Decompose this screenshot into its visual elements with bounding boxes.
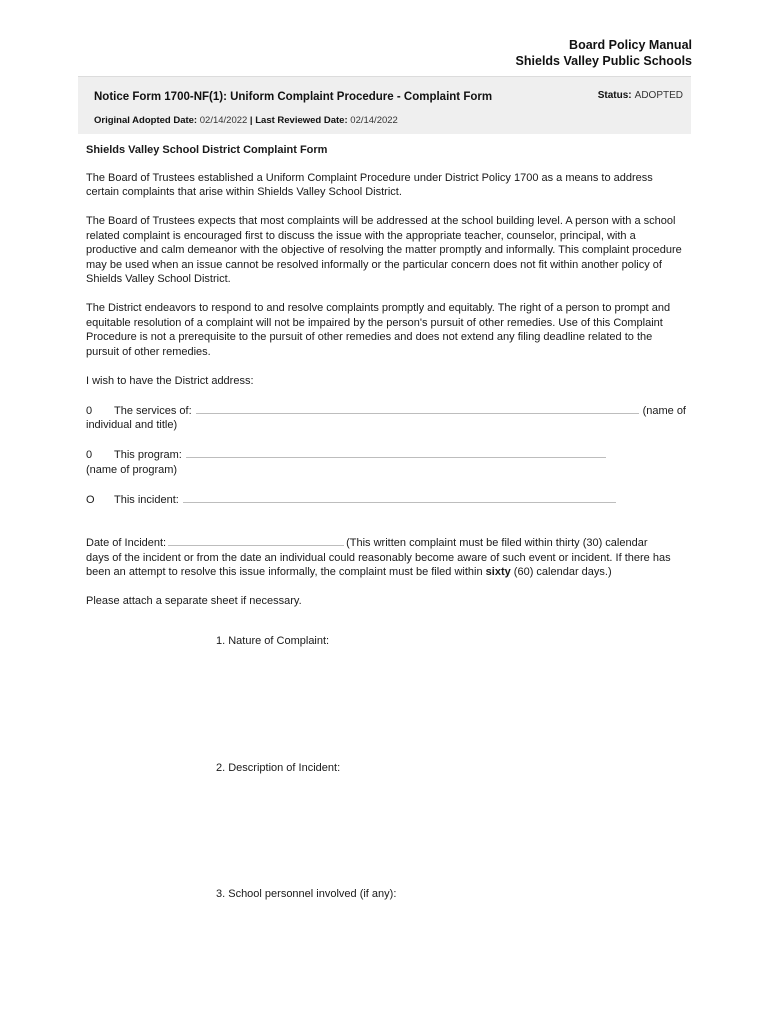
date-note-end: (60) calendar days.) <box>510 566 612 578</box>
option-program-continuation: (name of program) <box>86 463 178 476</box>
services-name-field[interactable] <box>196 403 639 414</box>
date-separator: | <box>247 115 256 126</box>
option-program-mark[interactable]: 0 <box>86 449 93 461</box>
question-description: 2. Description of Incident: <box>216 762 341 774</box>
incident-field[interactable] <box>183 492 616 503</box>
paragraph-3: The District endeavors to respond to and resolve complaints promptly and equitably. The right of a person to prompt and equitable resolution of a complaint will not be impaired by the person's pursuit of other remedies. Use of this Complaint Procedure is not a prerequisite to the pursuit of other remedies and does not extend any filing deadline related to the pursuit of other remedies. <box>86 302 671 358</box>
date-note-start: (This written complaint must be filed within thirty (30) calendar <box>346 537 648 549</box>
option-incident <box>86 492 686 508</box>
manual-title: Board Policy Manual <box>569 38 692 52</box>
form-title: Shields Valley School District Complaint Form <box>86 144 328 156</box>
reviewed-label: Last Reviewed Date: <box>255 115 348 126</box>
question-personnel: 3. School personnel involved (if any): <box>216 888 397 900</box>
status-value: ADOPTED <box>634 90 683 101</box>
option-services <box>86 403 686 433</box>
reviewed-value: 02/14/2022 <box>350 115 398 126</box>
date-note-rest <box>86 551 686 580</box>
option-services-label: The services of: <box>114 404 192 417</box>
date-label: Date of Incident: <box>86 537 167 549</box>
option-services-suffix: (name of <box>642 404 686 417</box>
option-services-mark[interactable]: 0 <box>86 404 93 417</box>
program-name-field[interactable] <box>186 447 606 458</box>
paragraph-2: The Board of Trustees expects that most complaints will be addressed at the school building level. A person with a school related complaint is encouraged first to discuss the issue with the appropriate teacher, counselor, principal, with a productive and calm demeanor with the objective of resolving the matter promptly and informally. This complaint procedure may be used when an issue cannot be resolved informally or the particular concern does not fit within another policy of Shields Valley School District. <box>86 215 682 285</box>
manual-header <box>516 38 692 69</box>
paragraph-1: The Board of Trustees established a Uniform Complaint Procedure under District Policy 1700 as a means to address certain complaints that arise within Shields Valley School District. <box>86 171 653 198</box>
option-program <box>86 447 686 477</box>
date-note-bold: sixty <box>485 566 511 578</box>
policy-title: Notice Form 1700-NF(1): Uniform Complaint Procedure - Complaint Form <box>94 91 493 103</box>
option-services-continuation: individual and title) <box>86 419 178 431</box>
incident-date-section <box>86 535 686 580</box>
attach-note: Please attach a separate sheet if necessary. <box>86 595 302 607</box>
status-label: Status: <box>597 90 632 101</box>
policy-meta-box <box>78 76 691 134</box>
policy-dates <box>94 114 398 129</box>
option-program-label: This program: <box>114 449 182 461</box>
date-note-text: days of the incident or from the date an individual could reasonably become aware of such event or incident. If there has been an attempt to resolve this issue informally, the complaint must be filed within <box>86 551 671 578</box>
incident-date-field[interactable] <box>168 535 344 546</box>
status-badge <box>598 89 683 104</box>
option-incident-label: This incident: <box>114 493 179 506</box>
form-content <box>86 143 686 623</box>
adopted-value: 02/14/2022 <box>199 115 248 126</box>
district-name: Shields Valley Public Schools <box>515 53 692 68</box>
address-intro: I wish to have the District address: <box>86 374 254 387</box>
question-nature: 1. Nature of Complaint: <box>216 635 330 647</box>
option-incident-mark[interactable]: O <box>86 493 95 506</box>
adopted-label: Original Adopted Date: <box>94 115 198 126</box>
